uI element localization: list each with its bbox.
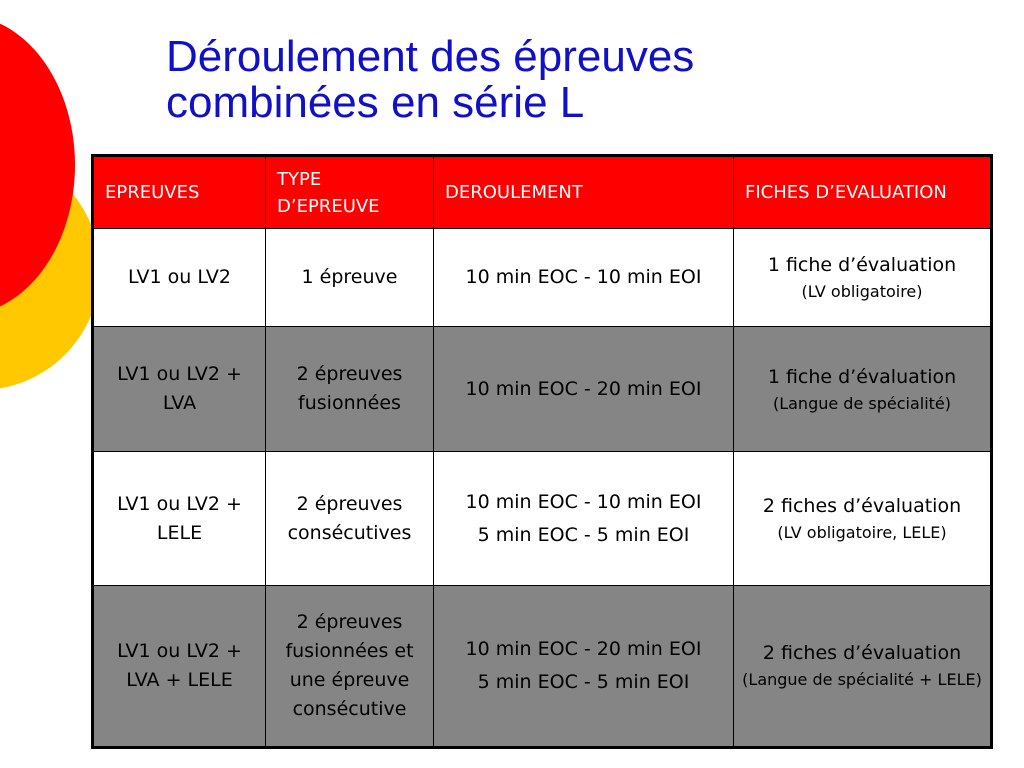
deroulement-line: 5 min EOC - 5 min EOI	[477, 670, 690, 693]
cell-type: 2 épreuves fusionnées	[266, 327, 434, 452]
cell-deroulement	[434, 229, 734, 327]
header-epreuves: EPREUVES	[93, 156, 266, 229]
slide-title-line-1: Déroulement des épreuves	[166, 32, 695, 81]
epreuves-table	[91, 154, 993, 749]
table-row	[93, 585, 992, 747]
cell-deroulement	[434, 585, 734, 747]
cell-epreuves: LV1 ou LV2	[93, 229, 266, 327]
table-row	[93, 327, 992, 452]
cell-epreuves: LV1 ou LV2 + LELE	[93, 452, 266, 585]
cell-deroulement	[434, 327, 734, 452]
fiches-note: (Langue de spécialité + LELE)	[742, 670, 982, 690]
fiches-count: 1 fiche d’évaluation	[767, 365, 957, 388]
header-fiches-evaluation: FICHES D’EVALUATION	[734, 156, 992, 229]
slide-title	[166, 34, 694, 126]
cell-deroulement	[434, 452, 734, 585]
deroulement-line: 10 min EOC - 20 min EOI	[465, 637, 702, 660]
fiches-count: 2 fiches d’évaluation	[762, 495, 962, 518]
fiches-note: (LV obligatoire)	[801, 282, 923, 302]
deroulement-line: 10 min EOC - 10 min EOI	[465, 266, 702, 289]
cell-fiches	[734, 229, 992, 327]
deroulement-line: 10 min EOC - 10 min EOI	[465, 490, 702, 513]
cell-fiches	[734, 327, 992, 452]
deroulement-line: 5 min EOC - 5 min EOI	[477, 523, 690, 546]
cell-fiches	[734, 585, 992, 747]
cell-epreuves: LV1 ou LV2 + LVA	[93, 327, 266, 452]
header-deroulement: DEROULEMENT	[434, 156, 734, 229]
fiches-note: (Langue de spécialité)	[772, 393, 952, 413]
slide-title-line-2: combinées en série L	[166, 78, 585, 127]
cell-type: 2 épreuves consécutives	[266, 452, 434, 585]
table-row	[93, 452, 992, 585]
cell-type: 2 épreuves fusionnées et une épreuve consécutive	[266, 585, 434, 747]
table-row	[93, 229, 992, 327]
fiches-note: (LV obligatoire, LELE)	[777, 523, 947, 543]
cell-fiches	[734, 452, 992, 585]
cell-epreuves: LV1 ou LV2 + LVA + LELE	[93, 585, 266, 747]
header-type-epreuve: TYPE D’EPREUVE	[266, 156, 434, 229]
cell-type: 1 épreuve	[266, 229, 434, 327]
table-header-row	[93, 156, 992, 229]
fiches-count: 2 fiches d’évaluation	[762, 642, 962, 665]
fiches-count: 1 fiche d’évaluation	[767, 254, 957, 277]
deroulement-line: 10 min EOC - 20 min EOI	[465, 377, 702, 400]
